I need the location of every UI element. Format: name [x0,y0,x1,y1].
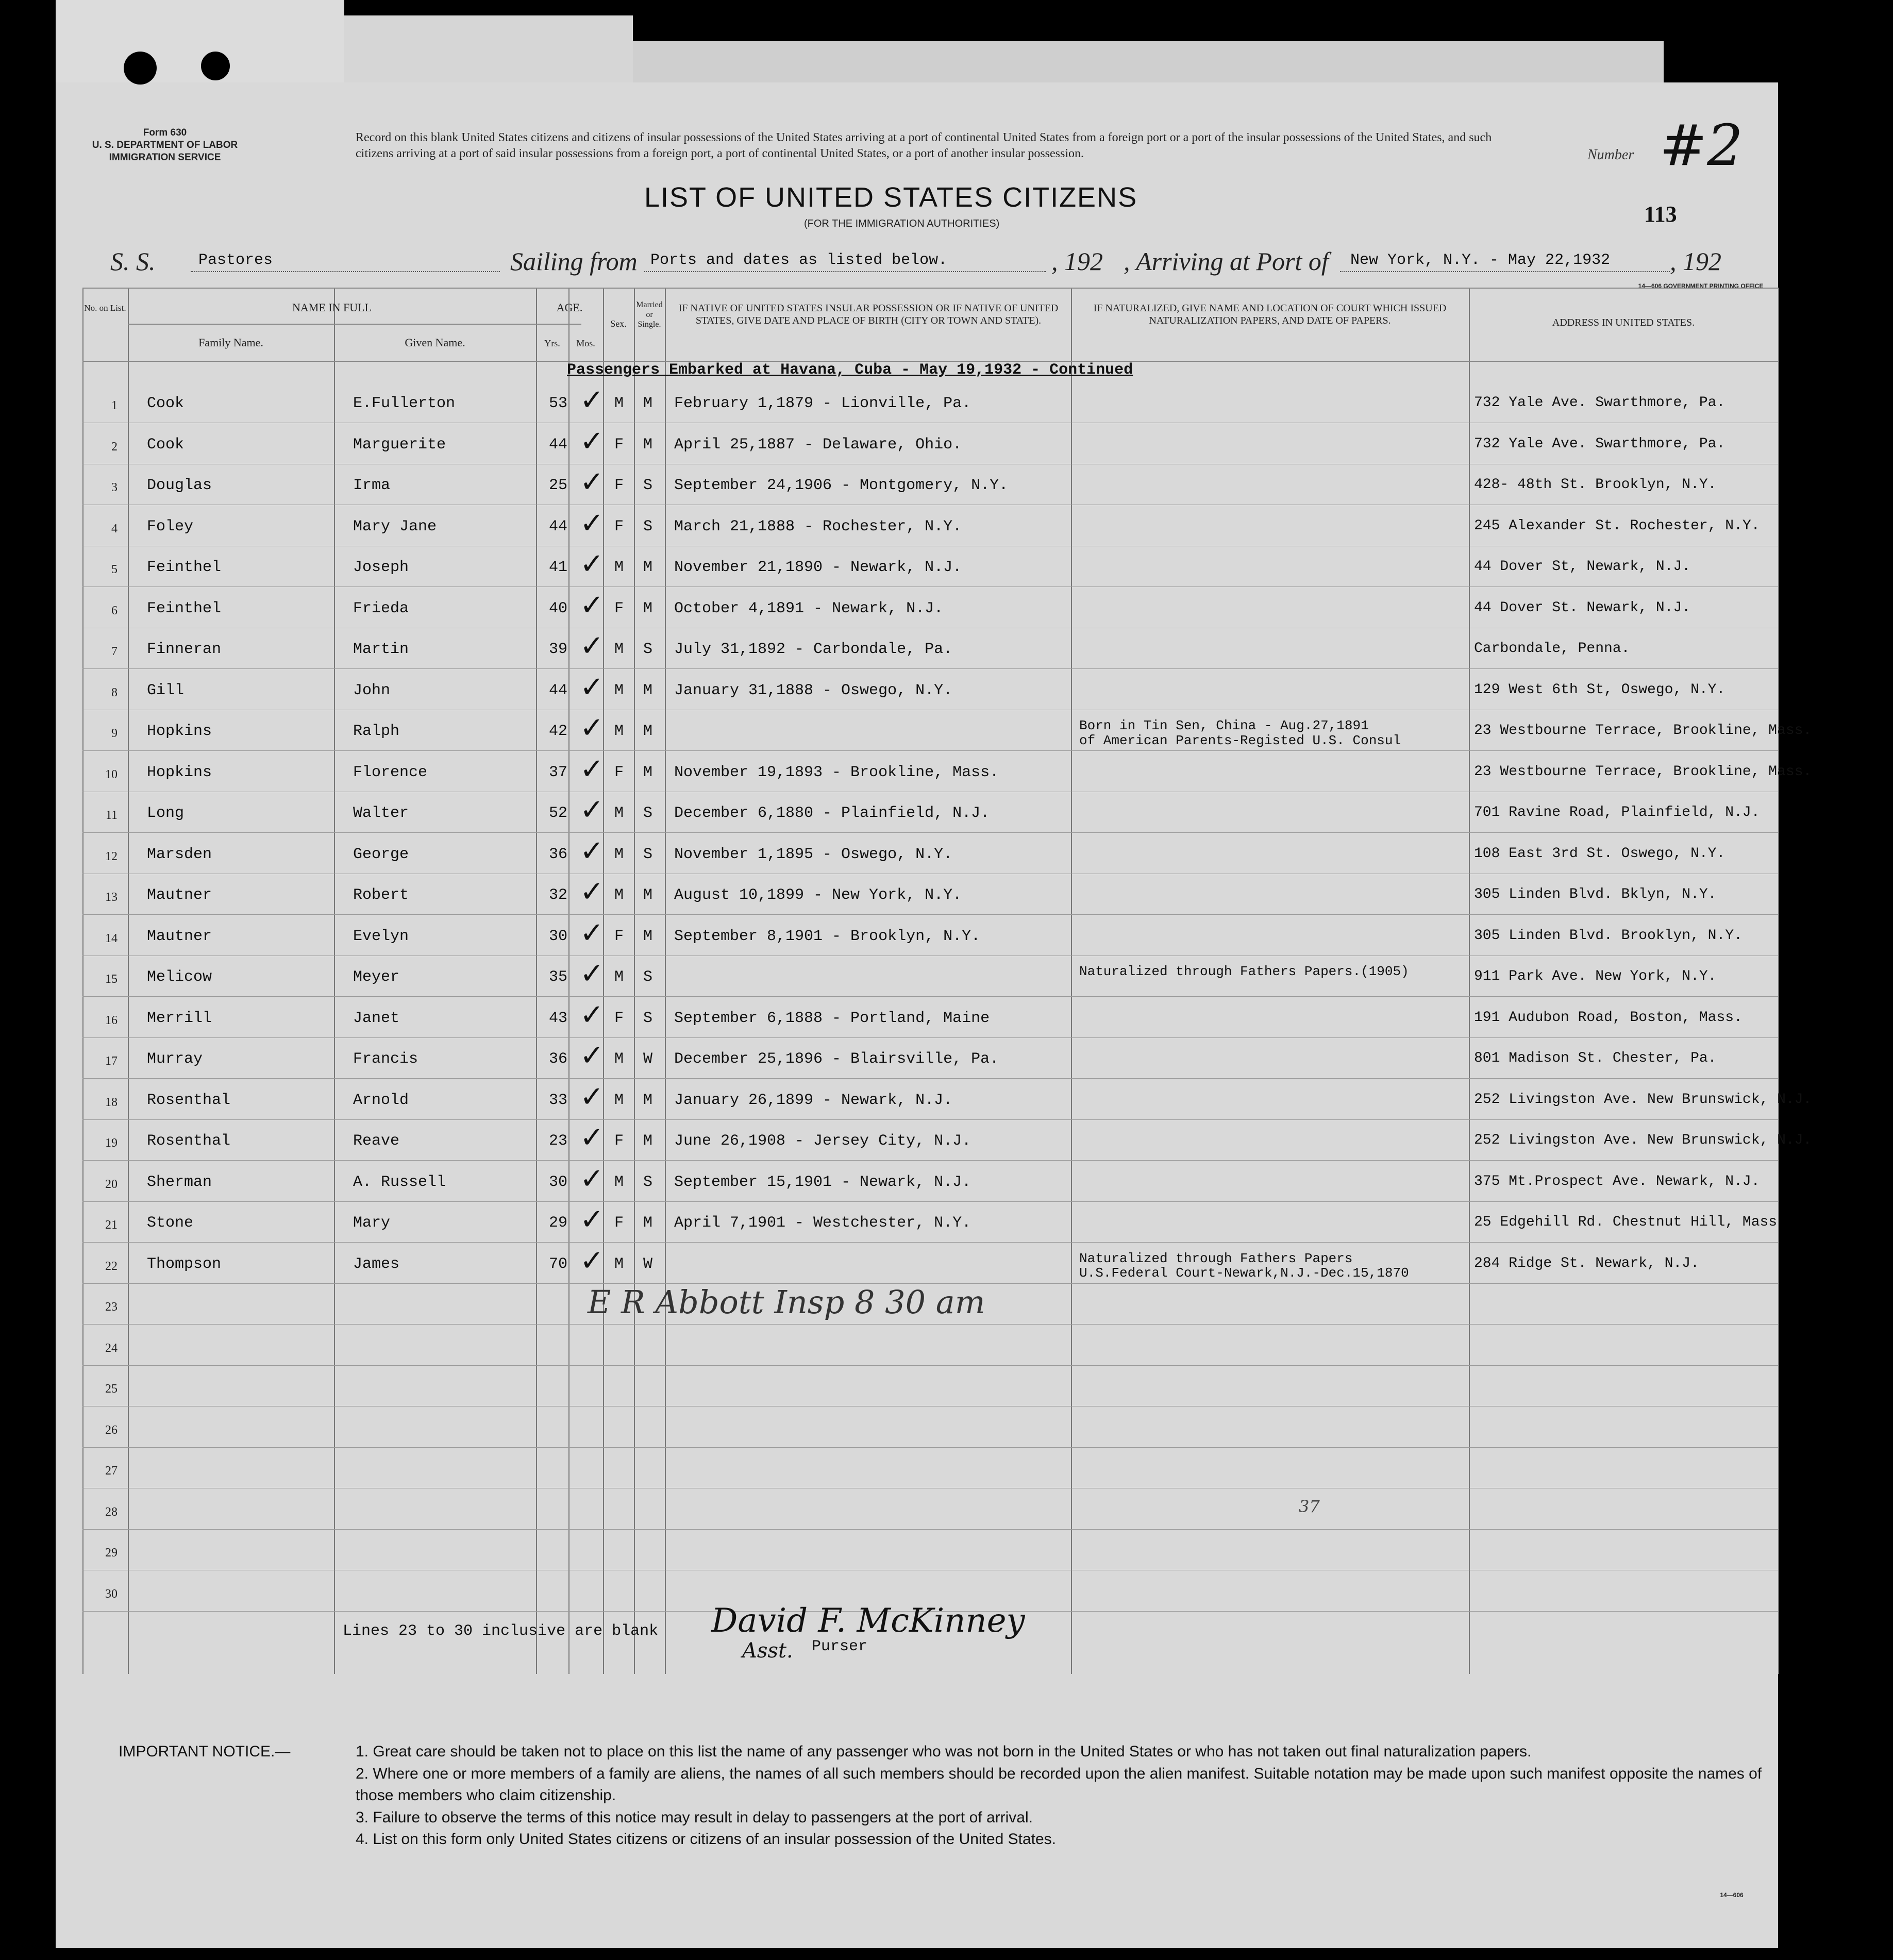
row-birth: December 25,1896 - Blairsville, Pa. [674,1050,999,1068]
notice-items [356,1741,1778,1851]
check-mark-icon: ✓ [580,588,604,622]
embarked-note: Passengers Embarked at Havana, Cuba - May 19,1932 - Continued [567,361,1133,379]
row-rule [82,832,1778,833]
signature: David F. McKinney [711,1602,1025,1640]
row-addr: 284 Ridge St. Newark, N.J. [1474,1255,1699,1271]
row-ms: M [643,559,653,576]
row-no: 18 [105,1095,118,1109]
row-ms: S [643,517,653,535]
check-mark-icon: ✓ [580,1121,604,1154]
row-no: 26 [105,1423,118,1437]
row-family: Hopkins [147,723,212,740]
row-birth: April 7,1901 - Westchester, N.Y. [674,1214,971,1232]
row-given: Evelyn [353,927,409,945]
row-ms: M [643,763,653,781]
row-birth: September 15,1901 - Newark, N.J. [674,1173,971,1191]
row-addr: 428- 48th St. Brooklyn, N.Y. [1474,477,1717,493]
row-family: Sherman [147,1173,212,1191]
row-nat: Naturalized through Fathers Papers U.S.Federal Court-Newark,N.J.-Dec.15,1870 [1079,1250,1409,1281]
row-no: 24 [105,1341,118,1355]
row-ms: S [643,1173,653,1191]
form-instructions: Record on this blank United States citizens and citizens of insular possessions of the United States arriving at a port of continental United States from a foreign port or a port of the insular possessions of the United States, and such citizens arriving at a port of said insular possessions from a foreign port, a port of continental United States, or a port of another insular possession. [356,131,1492,161]
row-birth: November 1,1895 - Oswego, N.Y. [674,845,953,863]
row-no: 25 [105,1382,118,1396]
row-given: Mary [353,1214,391,1232]
row-sex: M [614,723,624,740]
check-mark-icon: ✓ [580,1203,604,1236]
check-mark-icon: ✓ [580,547,604,581]
row-ms: S [643,477,653,494]
row-sex: M [614,845,624,863]
row-family: Feinthel [147,599,222,617]
row-birth: January 31,1888 - Oswego, N.Y. [674,681,953,699]
row-no: 28 [105,1505,118,1519]
row-family: Thompson [147,1255,222,1273]
check-mark-icon: ✓ [580,1039,604,1073]
row-given: Florence [353,763,428,781]
row-rule [82,668,1778,669]
sailing-line [644,271,1046,272]
check-mark-icon: ✓ [580,957,604,991]
row-addr: 305 Linden Blvd. Bklyn, N.Y. [1474,886,1717,902]
row-rule [82,914,1778,915]
header-naturalized: IF NATURALIZED, GIVE NAME AND LOCATION OF COURT WHICH ISSUED NATURALIZATION PAPERS, AND DATE OF PAPERS. [1093,303,1447,326]
row-ms: M [643,395,653,412]
row-given: Francis [353,1050,418,1068]
row-birth: October 4,1891 - Newark, N.J. [674,599,944,617]
row-no: 1 [111,399,118,412]
check-mark-icon: ✓ [580,424,604,458]
header-family: Family Name. [198,336,263,349]
row-addr: 44 Dover St, Newark, N.J. [1474,559,1691,575]
row-ms: M [643,1091,653,1109]
row-ms: M [643,681,653,699]
row-yrs: 70 [549,1255,568,1273]
row-no: 27 [105,1464,118,1478]
row-yrs: 39 [549,641,568,658]
row-birth: September 6,1888 - Portland, Maine [674,1009,990,1027]
row-sex: M [614,968,624,986]
manifest-table [82,288,1812,1674]
row-ms: W [643,1050,653,1068]
header-sex: Sex. [610,319,627,329]
check-mark-icon: ✓ [580,834,604,868]
row-given: E.Fullerton [353,395,456,412]
punch-hole [201,52,230,80]
check-mark-icon: ✓ [580,670,604,704]
notice-heading: IMPORTANT NOTICE.— [119,1743,291,1760]
row-birth: December 6,1880 - Plainfield, N.J. [674,805,990,822]
check-mark-icon: ✓ [580,793,604,827]
row-ms: M [643,599,653,617]
row-given: Irma [353,477,391,494]
row-family: Mautner [147,927,212,945]
row-no: 8 [111,685,118,699]
row-no: 5 [111,563,118,576]
row-rule [82,288,1778,289]
row-yrs: 37 [549,763,568,781]
row-rule [82,1242,1778,1243]
row-addr: 732 Yale Ave. Swarthmore, Pa. [1474,435,1726,452]
row-rule [82,1324,1778,1325]
punch-hole [124,52,157,85]
row-nat: Born in Tin Sen, China - Aug.27,1891 of American Parents-Registed U.S. Consul [1079,718,1401,748]
row-sex: F [614,599,624,617]
sailing-value: Ports and dates as listed below. [650,252,948,269]
row-family: Rosenthal [147,1132,231,1150]
row-yrs: 44 [549,517,568,535]
row-family: Gill [147,681,185,699]
row-addr: 252 Livingston Ave. New Brunswick, N.J. [1474,1091,1812,1108]
row-sex: F [614,1009,624,1027]
number-label: Number [1587,147,1634,163]
row-yrs: 41 [549,559,568,576]
header-mos: Mos. [576,338,595,348]
row-addr: 911 Park Ave. New York, N.Y. [1474,968,1717,984]
row-given: Robert [353,886,409,904]
row-sex: F [614,763,624,781]
row-given: Walter [353,805,409,822]
row-given: John [353,681,391,699]
row-no: 9 [111,727,118,740]
header-age: AGE. [556,301,583,314]
row-birth: February 1,1879 - Lionville, Pa. [674,395,971,412]
row-yrs: 36 [549,1050,568,1068]
page-mark: 37 [1299,1497,1320,1516]
row-yrs: 40 [549,599,568,617]
inspector-note: E R Abbott Insp 8 30 am [588,1283,985,1321]
row-birth: April 25,1887 - Delaware, Ohio. [674,435,962,454]
row-no: 22 [105,1259,118,1273]
check-mark-icon: ✓ [580,1162,604,1196]
row-rule [82,1365,1778,1366]
row-birth: November 21,1890 - Newark, N.J. [674,559,962,576]
row-addr: 129 West 6th St, Oswego, N.Y. [1474,681,1726,698]
ss-label: S. S. [110,247,156,276]
row-birth: November 19,1893 - Brookline, Mass. [674,763,999,781]
row-rule [82,1119,1778,1120]
sheet-sequence: 113 [1644,202,1677,227]
row-family: Hopkins [147,763,212,781]
row-family: Cook [147,395,185,412]
row-rule [82,750,1778,751]
page-subtitle: (FOR THE IMMIGRATION AUTHORITIES) [804,218,1000,229]
row-ms: M [643,1132,653,1150]
row-birth: August 10,1899 - New York, N.Y. [674,886,962,904]
header-address: ADDRESS IN UNITED STATES. [1552,317,1695,328]
row-addr: 252 Livingston Ave. New Brunswick, N.J. [1474,1132,1812,1148]
check-mark-icon: ✓ [580,1080,604,1114]
row-no: 2 [111,440,118,454]
row-ms: S [643,968,653,986]
check-mark-icon: ✓ [580,465,604,499]
row-birth: September 8,1901 - Brooklyn, N.Y. [674,927,981,945]
asst-note: Asst. [742,1639,793,1663]
header-name: NAME IN FULL [292,301,372,314]
row-ms: S [643,1009,653,1027]
torn-paper-edge [344,15,633,82]
row-family: Mautner [147,886,212,904]
row-family: Long [147,805,185,822]
row-yrs: 33 [549,1091,568,1109]
torn-paper-edge [633,41,1664,88]
col-rule [568,288,569,1674]
row-rule [82,1160,1778,1161]
col-rule [334,288,335,1674]
row-family: Douglas [147,477,212,494]
row-yrs: 30 [549,1173,568,1191]
form-id-block: Form 630 U. S. DEPARTMENT OF LABOR IMMIGRATION SERVICE [92,127,238,163]
row-sex: M [614,641,624,658]
row-ms: S [643,641,653,658]
row-given: Ralph [353,723,400,740]
row-addr: Carbondale, Penna. [1474,641,1630,657]
row-yrs: 36 [549,845,568,863]
row-ms: M [643,927,653,945]
row-rule [82,1201,1778,1202]
arriving-label: , Arriving at Port of [1124,247,1329,276]
row-no: 4 [111,522,118,535]
row-addr: 191 Audubon Road, Boston, Mass. [1474,1009,1743,1026]
row-yrs: 44 [549,681,568,699]
row-yrs: 42 [549,723,568,740]
row-birth: March 21,1888 - Rochester, N.Y. [674,517,962,535]
row-family: Marsden [147,845,212,863]
row-given: Frieda [353,599,409,617]
col-rule [82,288,83,1674]
row-sex: F [614,435,624,454]
col-rule [1071,288,1072,1674]
header-married: Married or Single. [636,300,663,329]
row-no: 21 [105,1218,118,1232]
check-mark-icon: ✓ [580,383,604,417]
row-ms: M [643,435,653,454]
row-given: A. Russell [353,1173,446,1191]
row-no: 7 [111,645,118,658]
row-addr: 23 Westbourne Terrace, Brookline, Mass. [1474,723,1812,739]
row-family: Foley [147,517,194,535]
printer-mark: 14—606 GOVERNMENT PRINTING OFFICE [1638,282,1764,290]
ship-name: Pastores [198,252,273,269]
row-birth: June 26,1908 - Jersey City, N.J. [674,1132,971,1150]
col-rule [634,288,635,1674]
row-ms: M [643,723,653,740]
row-addr: 305 Linden Blvd. Brooklyn, N.Y. [1474,927,1743,944]
ship-line [191,271,500,272]
row-given: James [353,1255,400,1273]
row-rule [82,996,1778,997]
row-sex: M [614,681,624,699]
torn-paper-edge [56,0,344,82]
row-ms: S [643,805,653,822]
col-rule [1469,288,1470,1674]
row-yrs: 35 [549,968,568,986]
row-ms: M [643,1214,653,1232]
row-sex: M [614,805,624,822]
blank-lines-note: Lines 23 to 30 inclusive are blank [343,1622,659,1640]
row-addr: 44 Dover St. Newark, N.J. [1474,599,1691,616]
notice-code: 14—606 [1720,1891,1744,1899]
row-given: Martin [353,641,409,658]
row-ms: S [643,845,653,863]
row-no: 13 [105,891,118,904]
row-rule [128,324,581,325]
row-sex: M [614,1091,624,1109]
row-no: 23 [105,1300,118,1314]
row-no: 14 [105,931,118,945]
row-sex: M [614,559,624,576]
row-sex: F [614,517,624,535]
row-rule [82,1447,1778,1448]
row-addr: 701 Ravine Road, Plainfield, N.J. [1474,805,1760,820]
row-given: Mary Jane [353,517,437,535]
row-given: George [353,845,409,863]
row-no: 29 [105,1546,118,1560]
header-given: Given Name. [405,336,465,349]
col-rule [1778,288,1779,1674]
check-mark-icon: ✓ [580,1244,604,1278]
row-sex: M [614,1050,624,1068]
purser-label: Purser [812,1638,868,1655]
arriving-line [1340,271,1670,272]
row-sex: M [614,886,624,904]
row-rule [82,1529,1778,1530]
row-ms: W [643,1255,653,1273]
year-2: , 192 [1670,247,1721,276]
row-no: 17 [105,1054,118,1068]
row-family: Finneran [147,641,222,658]
col-rule [536,288,537,1674]
row-yrs: 32 [549,886,568,904]
row-ms: M [643,886,653,904]
check-mark-icon: ✓ [580,916,604,950]
number-value: #2 [1660,112,1744,178]
row-no: 10 [105,767,118,781]
row-family: Merrill [147,1009,212,1027]
notice-item: 2. Where one or more members of a family are aliens, the names of all such members should be recorded upon the alien manifest. Suitable notation may be made upon such manifest opposite the names of those members who claim citizenship. [356,1765,1762,1804]
row-family: Feinthel [147,559,222,576]
row-yrs: 23 [549,1132,568,1150]
row-birth: September 24,1906 - Montgomery, N.Y. [674,477,1009,494]
row-family: Murray [147,1050,203,1068]
row-yrs: 43 [549,1009,568,1027]
check-mark-icon: ✓ [580,998,604,1032]
row-no: 19 [105,1136,118,1150]
row-yrs: 44 [549,435,568,454]
check-mark-icon: ✓ [580,711,604,745]
row-addr: 23 Westbourne Terrace, Brookline, Mass. [1474,763,1812,780]
col-rule [665,288,666,1674]
year-1: , 192 [1051,247,1103,276]
row-addr: 25 Edgehill Rd. Chestnut Hill, Mass [1474,1214,1778,1230]
header-native: IF NATIVE OF UNITED STATES INSULAR POSSESSION OR IF NATIVE OF UNITED STATES, GIVE DATE AND PLACE OF BIRTH (CITY OR TOWN AND STATE). [678,303,1059,326]
row-no: 12 [105,849,118,863]
row-birth: January 26,1899 - Newark, N.J. [674,1091,953,1109]
arriving-value: New York, N.Y. - May 22,1932 [1350,252,1611,269]
row-sex: M [614,395,624,412]
header-yrs: Yrs. [544,338,560,348]
row-family: Stone [147,1214,194,1232]
row-rule [82,1078,1778,1079]
row-addr: 108 East 3rd St. Oswego, N.Y. [1474,845,1726,862]
row-yrs: 25 [549,477,568,494]
notice-item: 1. Great care should be taken not to place on this list the name of any passenger who was not born in the United States or who has not taken out final naturalization papers. [356,1743,1532,1760]
row-given: Arnold [353,1091,409,1109]
check-mark-icon: ✓ [580,506,604,540]
row-no: 30 [105,1587,118,1601]
row-yrs: 52 [549,805,568,822]
sailing-label: Sailing from [510,247,638,276]
page-title: LIST OF UNITED STATES CITIZENS [644,182,1138,213]
check-mark-icon: ✓ [580,752,604,786]
row-rule [82,1037,1778,1038]
row-given: Joseph [353,559,409,576]
header-no: No. on List. [84,303,126,313]
row-given: Reave [353,1132,400,1150]
row-yrs: 30 [549,927,568,945]
row-family: Rosenthal [147,1091,231,1109]
row-no: 16 [105,1013,118,1027]
row-sex: F [614,1214,624,1232]
notice-item: 3. Failure to observe the terms of this notice may result in delay to passengers at the port of arrival. [356,1808,1033,1826]
row-family: Melicow [147,968,212,986]
row-yrs: 53 [549,395,568,412]
notice-item: 4. List on this form only United States citizens or citizens of an insular possession of the United States. [356,1831,1057,1848]
row-no: 15 [105,973,118,986]
row-sex: F [614,477,624,494]
row-addr: 245 Alexander St. Rochester, N.Y. [1474,517,1760,534]
row-no: 11 [105,809,118,822]
row-no: 20 [105,1177,118,1191]
row-given: Janet [353,1009,400,1027]
row-addr: 801 Madison St. Chester, Pa. [1474,1050,1717,1066]
row-birth: July 31,1892 - Carbondale, Pa. [674,641,953,658]
row-sex: M [614,1173,624,1191]
row-family: Cook [147,435,185,454]
row-sex: F [614,927,624,945]
row-given: Marguerite [353,435,446,454]
row-yrs: 29 [549,1214,568,1232]
row-addr: 732 Yale Ave. Swarthmore, Pa. [1474,395,1726,411]
col-rule [128,288,129,1674]
row-no: 6 [111,604,118,617]
check-mark-icon: ✓ [580,629,604,663]
row-addr: 375 Mt.Prospect Ave. Newark, N.J. [1474,1173,1760,1190]
check-mark-icon: ✓ [580,875,604,909]
row-given: Meyer [353,968,400,986]
row-no: 3 [111,481,118,494]
row-sex: M [614,1255,624,1273]
row-sex: F [614,1132,624,1150]
row-nat: Naturalized through Fathers Papers.(1905) [1079,964,1409,979]
